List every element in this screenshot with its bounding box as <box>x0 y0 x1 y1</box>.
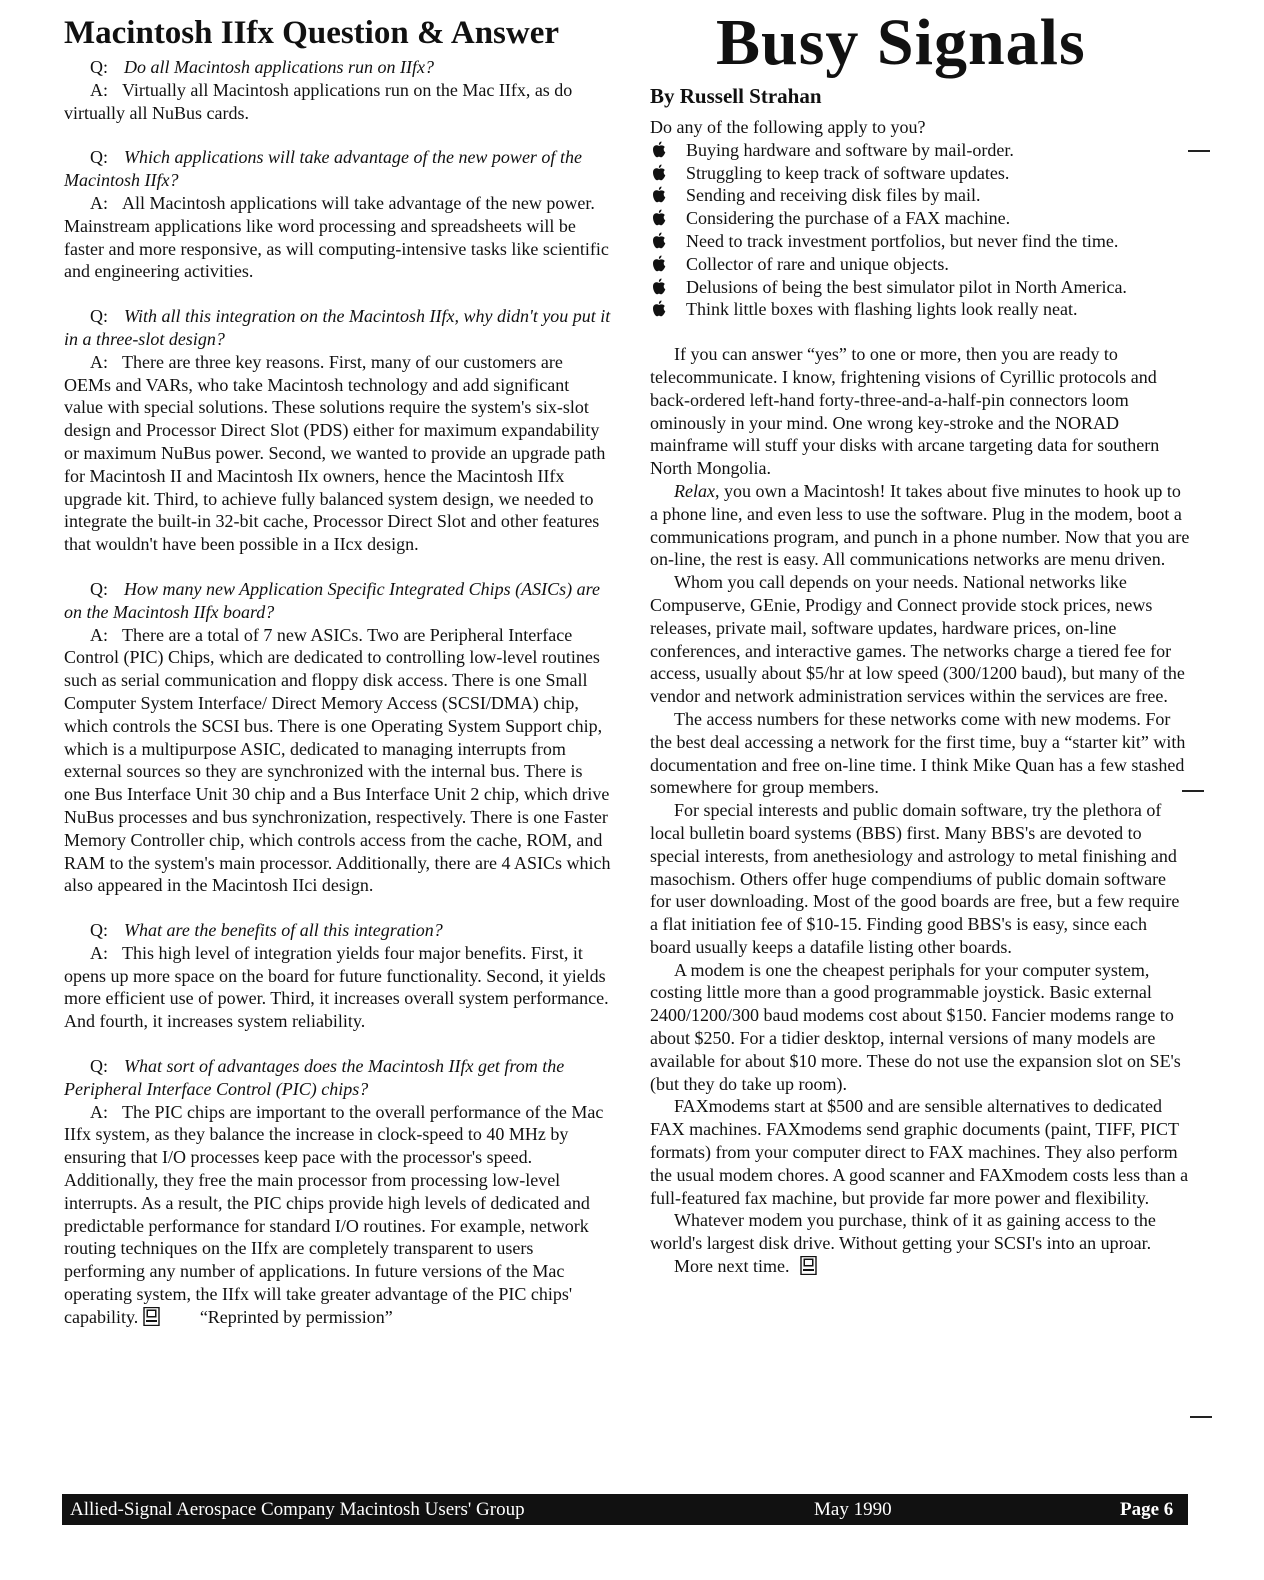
body-paragraph: The access numbers for these networks come with new modems. For the best deal accessing a network for the first time, buy a “starter kit” with documentation and free on-line time. I think Mike Quan has a few stashed somewhere for group members. <box>650 708 1186 798</box>
apple-logo-icon <box>652 253 666 276</box>
question-text: What sort of advantages does the Macintosh IIfx get from the Peripheral Interface Control (PIC) chips? <box>64 1056 565 1099</box>
answer-label: A: <box>90 351 108 372</box>
bullet-text: Think little boxes with flashing lights look really neat. <box>686 299 1078 320</box>
question-text: What are the benefits of all this integration? <box>124 920 443 941</box>
bullet-item <box>650 207 1190 230</box>
question <box>64 56 612 79</box>
bullet-item <box>650 230 1190 253</box>
answer <box>64 351 612 556</box>
answer-text: This high level of integration yields four major benefits. First, it opens up more space on the board for future functionality. Second, it yields more efficient use of power. Third, it increases overall system performance. And fourth, it increases system reliability. <box>64 942 609 1032</box>
answer-label: A: <box>90 192 108 213</box>
bullet-text: Collector of rare and unique objects. <box>686 253 949 274</box>
body-paragraph: A modem is one the cheapest periphals for your computer system, costing little more than a good programmable joystick. Basic external 2400/1200/300 baud modems cost about $150. Fancier modems range to about $250. For a tidier desktop, internal versions of many models are available for about $10 more. These do not use the expansion slot on SE's (but they do take up room). <box>650 959 1181 1094</box>
body-paragraph: Whom you call depends on your needs. National networks like Compuserve, GEnie, Prodigy and Connect provide stock prices, news releases, private mail, software updates, hardware prices, on-line conferences, and interactive games. The networks charge a tiered fee for access, usually about $5/hr at low speed (300/1200 baud), but many of the vendor and network administration services within the services are free. <box>650 572 1185 707</box>
question-text: With all this integration on the Macintosh IIfx, why didn't you put it in a three-slot design? <box>64 306 611 349</box>
bullet-text: Considering the purchase of a FAX machine. <box>686 208 1011 229</box>
answer <box>64 1101 612 1329</box>
busy-signals-title: Busy Signals <box>716 6 1086 79</box>
footer-date: May 1990 <box>814 1499 892 1520</box>
right-column <box>650 14 1190 1278</box>
closing-text: More next time. <box>674 1256 790 1277</box>
body-paragraph: For special interests and public domain software, try the plethora of local bulletin board systems (BBS) first. Many BBS's are devoted to special interests, from anethesiology and astrology to metal finishing and masochism. Others offer huge compendiums of public domain software for user downloading. Most of the good boards are free, but a few require a flat initiation fee of $10-15. Finding good BBS's is easy, since each board usually keeps a datafile listing other boards. <box>650 800 1180 957</box>
apple-logo-icon <box>652 230 666 253</box>
answer-text: All Macintosh applications will take advantage of the new power. Mainstream applications like word processing and spreadsheets will be faster and more responsive, as will computing-intensive tasks like scientific and engineering activities. <box>64 192 609 282</box>
question-label: Q: <box>90 1056 108 1077</box>
article-title: Macintosh IIfx Question & Answer <box>64 15 560 51</box>
question <box>64 919 612 942</box>
margin-tick <box>1182 790 1204 792</box>
footer-group: Allied-Signal Aerospace Company Macintosh Users' Group <box>70 1499 525 1520</box>
footer-page: Page 6 <box>1120 1499 1174 1520</box>
body-paragraph: Relax, you own a Macintosh! It takes about five minutes to hook up to a phone line, and even less to use the software. Plug in the modem, boot a communications program, and punch in a phone number. Now that you are on-line, the rest is easy. All communications networks are menu driven. <box>650 480 1190 570</box>
macintosh-icon <box>800 1256 817 1275</box>
margin-tick <box>1188 150 1210 152</box>
intro-text: Do any of the following apply to you? <box>650 117 926 137</box>
bullet-text: Sending and receiving disk files by mail. <box>686 185 981 206</box>
emphasis-word: Relax <box>674 480 715 501</box>
body-paragraph: FAXmodems start at $500 and are sensible alternatives to dedicated FAX machines. FAXmodems send graphic documents (paint, TIFF, PICT formats) from your computer direct to FAX machines. They also perform the usual modem chores. A good scanner and FAXmodem costs less than a full-featured fax machine, but provide far more power and flexibility. <box>650 1096 1189 1208</box>
bullet-text: Buying hardware and software by mail-order. <box>686 139 1014 160</box>
answer-label: A: <box>90 79 108 100</box>
question <box>64 578 612 624</box>
answer <box>64 79 612 125</box>
answer <box>64 192 612 283</box>
question-text: How many new Application Specific Integrated Chips (ASICs) are on the Macintosh IIfx board? <box>64 578 600 622</box>
question-text: Which applications will take advantage of the new power of the Macintosh IIfx? <box>64 147 582 191</box>
bullet-item <box>650 162 1190 185</box>
qa-list <box>64 56 612 1329</box>
question <box>64 305 612 351</box>
question <box>64 146 612 192</box>
body-paragraph: Whatever modem you purchase, think of it as gaining access to the world's largest disk drive. Without getting your SCSI's into an uproar. <box>650 1210 1156 1254</box>
bullet-text: Struggling to keep track of software updates. <box>686 162 1010 183</box>
answer-text: There are three key reasons. First, many of our customers are OEMs and VARs, who take Macintosh technology and add significant value with special solutions. These solutions require the system's six-slot design and Processor Direct Slot (PDS) either for maximum expandability or maximum NuBus power. Second, we wanted to provide an upgrade path for Macintosh II and Macintosh IIx owners, hence the Macintosh IIfx upgrade kit. Third, to achieve fully balanced system design, we needed to integrate the built-in 32-bit cache, Processor Direct Slot and other features that wouldn't have been possible in a IIcx design. <box>64 351 606 555</box>
closing-line <box>650 1255 1190 1278</box>
macintosh-icon <box>143 1307 160 1326</box>
question-label: Q: <box>90 578 108 599</box>
question-label: Q: <box>90 920 108 941</box>
bullet-item <box>650 253 1190 276</box>
answer-label: A: <box>90 942 108 963</box>
byline: By Russell Strahan <box>650 84 822 108</box>
bullet-text: Delusions of being the best simulator pilot in North America. <box>686 276 1127 297</box>
answer <box>64 942 612 1033</box>
question-label: Q: <box>90 57 108 77</box>
bullet-list <box>650 139 1190 321</box>
apple-logo-icon <box>652 207 666 230</box>
apple-logo-icon <box>652 276 666 299</box>
answer <box>64 624 612 898</box>
margin-tick <box>1190 1416 1212 1418</box>
left-column <box>64 14 612 1329</box>
footer-bar <box>62 1494 1188 1525</box>
apple-logo-icon <box>652 298 666 321</box>
reprint-note: “Reprinted by permission” <box>199 1306 393 1327</box>
apple-logo-icon <box>652 184 666 207</box>
bullet-item <box>650 184 1190 207</box>
apple-logo-icon <box>652 139 666 162</box>
question-text: Do all Macintosh applications run on IIfx? <box>124 57 434 77</box>
answer-text: The PIC chips are important to the overall performance of the Mac IIfx system, as they balance the increase in clock-speed to 40 MHz by ensuring that I/O processes keep pace with the processor's speed. Additionally, they free the main processor from processing low-level interrupts. As a result, the PIC chips provide high levels of dedicated and predictable performance for standard I/O routines. For example, network routing techniques on the IIfx are completely transparent to users performing any number of applications. In future versions of the Mac operating system, the IIfx will take greater advantage of the PIC chips' capability. <box>64 1101 604 1327</box>
answer-label: A: <box>90 624 108 645</box>
article-body <box>650 343 1190 1278</box>
answer-label: A: <box>90 1101 108 1122</box>
question-label: Q: <box>90 306 108 327</box>
bullet-item <box>650 298 1190 321</box>
bullet-text: Need to track investment portfolios, but never find the time. <box>686 230 1119 251</box>
bullet-item <box>650 139 1190 162</box>
body-paragraph: If you can answer “yes” to one or more, then you are ready to telecommunicate. I know, frightening visions of Cyrillic protocols and back-ordered left-hand forty-three-and-a-half-pin connectors loom ominously in your mind. One wrong key-stroke and the NORAD mainframe will stuff your disks with arcane targeting data for southern North Mongolia. <box>650 344 1160 479</box>
answer-text: There are a total of 7 new ASICs. Two are Peripheral Interface Control (PIC) Chips, which are dedicated to controlling low-level routines such as serial communication and floppy disk access. There is one Small Computer System Interface/ Direct Memory Access (SCSI/DMA) chip, which controls the SCSI bus. There is one Operating System Support chip, which is a multipurpose ASIC, dedicated to managing interrupts from external sources so they are synchronized with the internal bus. There is one Bus Interface Unit 30 chip and a Bus Interface Unit 2 chip, which drive NuBus processes and bus synchronization, respectively. There is one Faster Memory Controller chip, which controls access from the cache, ROM, and RAM to the system's main processor. Additionally, there are 4 ASICs which also appeared in the Macintosh IIci design. <box>64 624 611 896</box>
question-label: Q: <box>90 147 108 168</box>
bullet-item <box>650 276 1190 299</box>
answer-text: Virtually all Macintosh applications run on the Mac IIfx, as do virtually all NuBus cards. <box>64 79 573 123</box>
apple-logo-icon <box>652 162 666 185</box>
question <box>64 1055 612 1101</box>
